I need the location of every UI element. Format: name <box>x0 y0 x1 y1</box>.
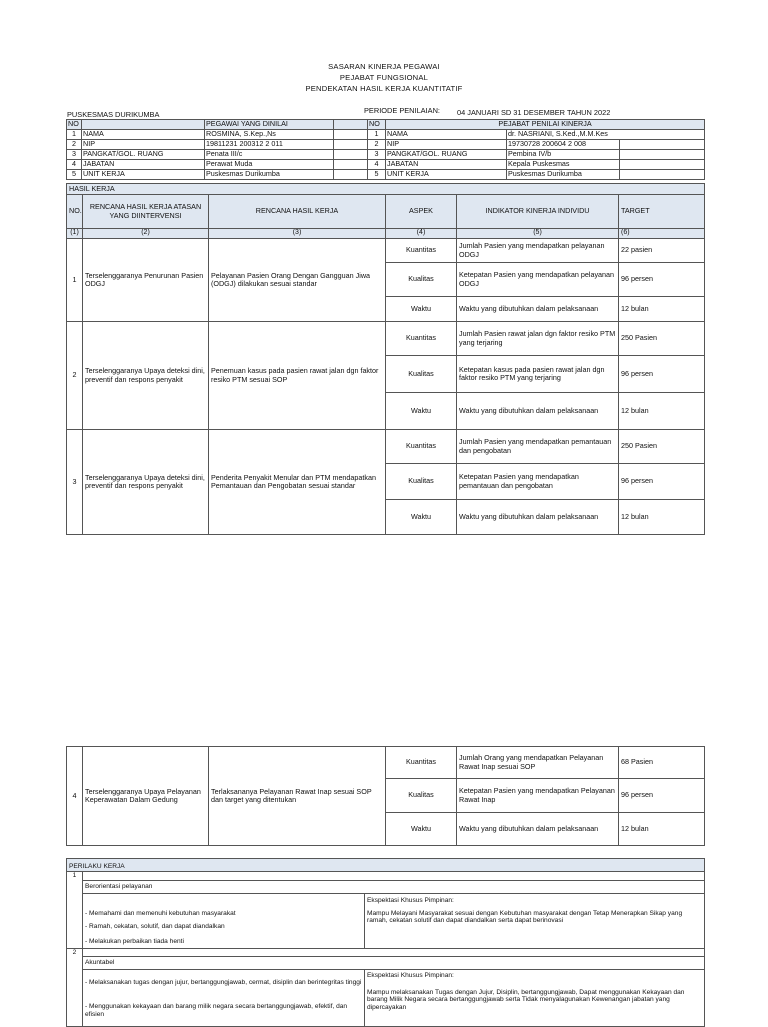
period-value: 04 JANUARI SD 31 DESEMBER TAHUN 2022 <box>457 108 611 117</box>
perilaku-point: - Memahami dan memenuhi kebutuhan masyarakat <box>83 894 365 919</box>
table-row: 3 Terselenggaranya Upaya deteksi dini, preventif dan respons penyakit Penderita Penyakit Menular dan PTM mendapatkan Pemantauan dan Pengobatan sesuai standar Kuantitas Jumlah Pasien yang mendapatkan pemantauan dan pengobatan 250 Pasien <box>67 430 705 464</box>
perilaku-kerja-table <box>66 858 705 1027</box>
index-3: (3) <box>209 229 386 239</box>
unit-label: PUSKESMAS DURIKUMBA <box>67 110 160 119</box>
perilaku-no: 1 <box>67 872 83 949</box>
info-right-header: PEJABAT PENILAI KINERJA <box>386 120 705 130</box>
header-atasan: RENCANA HASIL KERJA ATASAN YANG DIINTERVENSI <box>83 195 209 229</box>
table-row: Kualitas Ketepatan Pasien yang mendapatkan Pelayanan Rawat Inap 96 persen <box>67 779 705 813</box>
table-row: Waktu Waktu yang dibutuhkan dalam pelaksanaan 12 bulan <box>67 500 705 535</box>
header-indikator: INDIKATOR KINERJA INDIVIDU <box>457 195 619 229</box>
index-5: (5) <box>457 229 619 239</box>
perilaku-title: Berorientasi pelayanan <box>83 881 705 894</box>
table-row: Waktu Waktu yang dibutuhkan dalam pelaksanaan 12 bulan <box>67 297 705 322</box>
index-1: (1) <box>67 229 83 239</box>
header-rencana: RENCANA HASIL KERJA <box>209 195 386 229</box>
expectation-text: Mampu melaksanakan Tugas dengan Jujur, Disiplin, bertanggungjawab, Dapat menggunakan Kekayaan dan barang Milik Negara secara bertanggungjawab serta Tidak menyalagunakan Kewenangan jabatan yang dipercayakan <box>367 988 685 1011</box>
perilaku-expectation <box>365 970 705 1027</box>
table-row: Waktu Waktu yang dibutuhkan dalam pelaksanaan 12 bulan <box>67 813 705 846</box>
perilaku-point: - Melakukan perbaikan tiada henti <box>83 936 365 949</box>
table-row: Waktu Waktu yang dibutuhkan dalam pelaksanaan 12 bulan <box>67 393 705 430</box>
info-row: 1 NAMA ROSMINA, S.Kep.,Ns 1 NAMA dr. NASRIANI, S.Ked.,M.M.Kes <box>67 130 705 140</box>
info-row: 2 NIP 19811231 200312 2 011 2 NIP 19730728 200604 2 008 <box>67 140 705 150</box>
info-row: 5 UNIT KERJA Puskesmas Durikumba 5 UNIT KERJA Puskesmas Durikumba <box>67 170 705 180</box>
perilaku-point: - Ramah, cekatan, solutif, dan dapat diandalkan <box>83 918 365 936</box>
table-row: Kualitas Ketepatan kasus pada pasien rawat jalan dgn faktor resiko PTM yang terjaring 96 persen <box>67 356 705 393</box>
info-row: 4 JABATAN Perawat Muda 4 JABATAN Kepala Puskesmas <box>67 160 705 170</box>
hasil-kerja-table <box>66 183 705 535</box>
info-no-header-right: NO <box>368 120 386 130</box>
info-left-header: PEGAWAI YANG DINILAI <box>205 120 334 130</box>
hasil-kerja-section-label: HASIL KERJA <box>67 184 705 195</box>
expectation-text: Mampu Melayani Masyarakat sesuai dengan Kebutuhan masyarakat dengan Tetap Menerapkan Sikap yang ramah, cekatan solutif dan dapat diandalkan serta dapat berinovasi <box>367 909 683 925</box>
perilaku-no: 2 <box>67 949 83 1027</box>
header-target: TARGET <box>619 195 705 229</box>
table-row: Kualitas Ketepatan Pasien yang mendapatkan pemantauan dan pengobatan 96 persen <box>67 464 705 500</box>
perilaku-point: - Melaksanakan tugas dengan jujur, bertanggungjawab, cermat, disiplin dan berintegritas tinggi <box>83 970 365 997</box>
period-label: PERIODE PENILAIAN: <box>364 106 440 115</box>
perilaku-point: - Menggunakan kekayaan dan barang milik negara secara bertanggungjawab, efektif, dan efisien <box>83 996 365 1027</box>
expectation-label: Ekspektasi Khusus Pimpinan: <box>367 972 454 979</box>
expectation-label: Ekspektasi Khusus Pimpinan: <box>367 897 454 904</box>
hasil-kerja-table-continued <box>66 746 705 861</box>
title-line-1: SASARAN KINERJA PEGAWAI <box>328 62 440 71</box>
header-no: NO. <box>67 195 83 229</box>
index-6: (6) <box>619 229 705 239</box>
table-row: 2 Terselenggaranya Upaya deteksi dini, preventif dan respons penyakit Penemuan kasus pada pasien rawat jalan dgn faktor resiko PTM sesuai SOP Kuantitas Jumlah Pasien rawat jalan dgn faktor resiko PTM yang terjaring 250 Pasien <box>67 322 705 356</box>
perilaku-expectation <box>365 894 705 949</box>
table-row: 1 Terselenggaranya Penurunan Pasien ODGJ Pelayanan Pasien Orang Dengan Gangguan Jiwa (ODGJ) dilakukan sesuai standar Kuantitas Jumlah Pasien yang mendapatkan pelayanan ODGJ 22 pasien <box>67 239 705 263</box>
title-line-2: PEJABAT FUNGSIONAL <box>339 73 429 82</box>
table-row: 4 Terselenggaranya Upaya Pelayanan Keperawatan Dalam Gedung Terlaksananya Pelayanan Rawat Inap sesuai SOP dan target yang ditentukan Kuantitas Jumlah Orang yang mendapatkan Pelayanan Rawat Inap sesuai SOP 68 Pasien <box>67 747 705 779</box>
perilaku-section-label: PERILAKU KERJA <box>67 859 705 872</box>
info-row: 3 PANGKAT/GOL. RUANG Penata III/c 3 PANGKAT/GOL. RUANG Pembina IV/b <box>67 150 705 160</box>
header-aspek: ASPEK <box>386 195 457 229</box>
index-2: (2) <box>83 229 209 239</box>
perilaku-title: Akuntabel <box>83 957 705 970</box>
table-row: Kualitas Ketepatan Pasien yang mendapatkan pelayanan ODGJ 96 persen <box>67 263 705 297</box>
title-line-3: PENDEKATAN HASIL KERJA KUANTITATIF <box>305 84 463 93</box>
info-no-header: NO <box>67 120 82 130</box>
index-4: (4) <box>386 229 457 239</box>
employee-info-table <box>66 119 705 180</box>
